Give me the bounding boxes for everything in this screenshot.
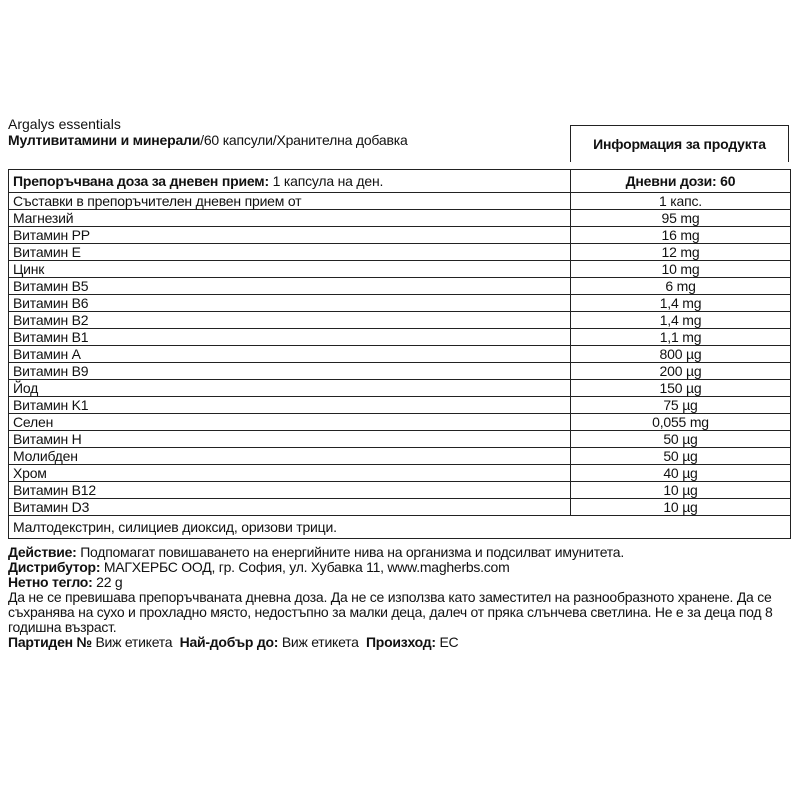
ingredient-row xyxy=(9,329,791,346)
product-subtitle xyxy=(8,132,408,148)
other-ingredients-row xyxy=(9,516,791,539)
ingredient-name: Витамин B5 xyxy=(9,278,571,295)
weight-line xyxy=(8,575,790,590)
ingredient-row xyxy=(9,465,791,482)
daily-doses: Дневни дози: 60 xyxy=(571,170,791,193)
header-row xyxy=(8,132,790,169)
ingredient-name: Цинк xyxy=(9,261,571,278)
dose-label: Препоръчвана доза за дневен прием: xyxy=(13,173,269,189)
ingredient-name: Йод xyxy=(9,380,571,397)
ingredient-name: Витамин B6 xyxy=(9,295,571,312)
ingredient-amount: 1,1 mg xyxy=(571,329,791,346)
ingredient-amount: 10 µg xyxy=(571,499,791,516)
ingredient-name: Витамин K1 xyxy=(9,397,571,414)
ingredient-name: Хром xyxy=(9,465,571,482)
supplement-label xyxy=(8,116,790,650)
ingredient-row xyxy=(9,244,791,261)
weight-text: 22 g xyxy=(92,574,123,590)
ingredient-name: Витамин А xyxy=(9,346,571,363)
action-line xyxy=(8,545,790,560)
ingredient-amount: 16 mg xyxy=(571,227,791,244)
ingredient-amount: 0,055 mg xyxy=(571,414,791,431)
ingredient-amount: 6 mg xyxy=(571,278,791,295)
origin-label: Произход: xyxy=(365,634,436,650)
ingredient-row xyxy=(9,278,791,295)
ingredient-name: Молибден xyxy=(9,448,571,465)
batch-text: Виж етикета xyxy=(91,634,173,650)
ingredient-amount: 12 mg xyxy=(571,244,791,261)
ingredient-amount: 150 µg xyxy=(571,380,791,397)
ingredient-row xyxy=(9,380,791,397)
ingredient-amount: 1,4 mg xyxy=(571,312,791,329)
ingredient-row xyxy=(9,346,791,363)
bestbefore-text: Виж етикета xyxy=(278,634,359,650)
ingredient-name: Витамин B2 xyxy=(9,312,571,329)
distributor-label: Дистрибутор: xyxy=(8,559,101,575)
product-info-header: Информация за продукта xyxy=(570,125,789,162)
dose-value: 1 капсула на ден. xyxy=(268,173,384,189)
ingredient-name: Витамин D3 xyxy=(9,499,571,516)
ingredient-row xyxy=(9,312,791,329)
ingredient-amount: 10 µg xyxy=(571,482,791,499)
ingredient-name: Витамин Е xyxy=(9,244,571,261)
ingredient-name: Съставки в препоръчителен дневен прием от xyxy=(9,193,571,210)
product-description: /60 капсули/Хранителна добавка xyxy=(200,132,408,148)
ingredient-row xyxy=(9,482,791,499)
batch-line xyxy=(8,635,790,650)
ingredient-row xyxy=(9,227,791,244)
ingredient-amount: 75 µg xyxy=(571,397,791,414)
ingredient-row xyxy=(9,414,791,431)
action-label: Действие: xyxy=(8,544,77,560)
ingredient-amount: 10 mg xyxy=(571,261,791,278)
other-ingredients: Малтодекстрин, силициев диоксид, оризови трици. xyxy=(9,516,791,539)
ingredient-row xyxy=(9,193,791,210)
dose-cell xyxy=(9,170,571,193)
distributor-line xyxy=(8,560,790,575)
product-name: Мултивитамини и минерали xyxy=(8,132,201,148)
label-notes xyxy=(8,545,790,650)
ingredient-name: Витамин PP xyxy=(9,227,571,244)
ingredient-name: Витамин Н xyxy=(9,431,571,448)
ingredient-row xyxy=(9,210,791,227)
ingredient-name: Витамин B1 xyxy=(9,329,571,346)
ingredient-row xyxy=(9,499,791,516)
ingredient-row xyxy=(9,431,791,448)
ingredient-amount: 40 µg xyxy=(571,465,791,482)
ingredient-row xyxy=(9,261,791,278)
ingredient-amount: 1,4 mg xyxy=(571,295,791,312)
ingredients-table xyxy=(8,169,791,539)
ingredient-amount: 1 капс. xyxy=(571,193,791,210)
batch-label: Партиден № xyxy=(8,634,92,650)
brand-name: Argalys essentials xyxy=(8,116,121,132)
bestbefore-label: Най-добър до: xyxy=(179,634,279,650)
ingredient-amount: 50 µg xyxy=(571,448,791,465)
dose-row xyxy=(9,170,791,193)
ingredient-amount: 50 µg xyxy=(571,431,791,448)
weight-label: Нетно тегло: xyxy=(8,574,93,590)
warning-text: Да не се превишава препоръчваната дневна доза. Да не се използва като заместител на разнообразното хранене. Да се съхранява на сухо и прохладно място, недостъпно за малки деца, далеч от пряка слънчева светлина. Не е за деца под 8 годишна възраст. xyxy=(8,589,773,635)
distributor-text: МАГХЕРБС ООД, гр. София, ул. Хубавка 11, www.magherbs.com xyxy=(100,559,510,575)
ingredient-name: Витамин B12 xyxy=(9,482,571,499)
ingredient-row xyxy=(9,397,791,414)
ingredient-row xyxy=(9,295,791,312)
action-text: Подпомагат повишаването на енергийните нива на организма и подсилват имунитета. xyxy=(76,544,624,560)
ingredient-row xyxy=(9,363,791,380)
ingredient-name: Витамин B9 xyxy=(9,363,571,380)
ingredient-amount: 95 mg xyxy=(571,210,791,227)
ingredient-amount: 200 µg xyxy=(571,363,791,380)
ingredient-name: Магнезий xyxy=(9,210,571,227)
origin-text: ЕС xyxy=(435,634,459,650)
ingredient-amount: 800 µg xyxy=(571,346,791,363)
ingredient-row xyxy=(9,448,791,465)
ingredient-name: Селен xyxy=(9,414,571,431)
